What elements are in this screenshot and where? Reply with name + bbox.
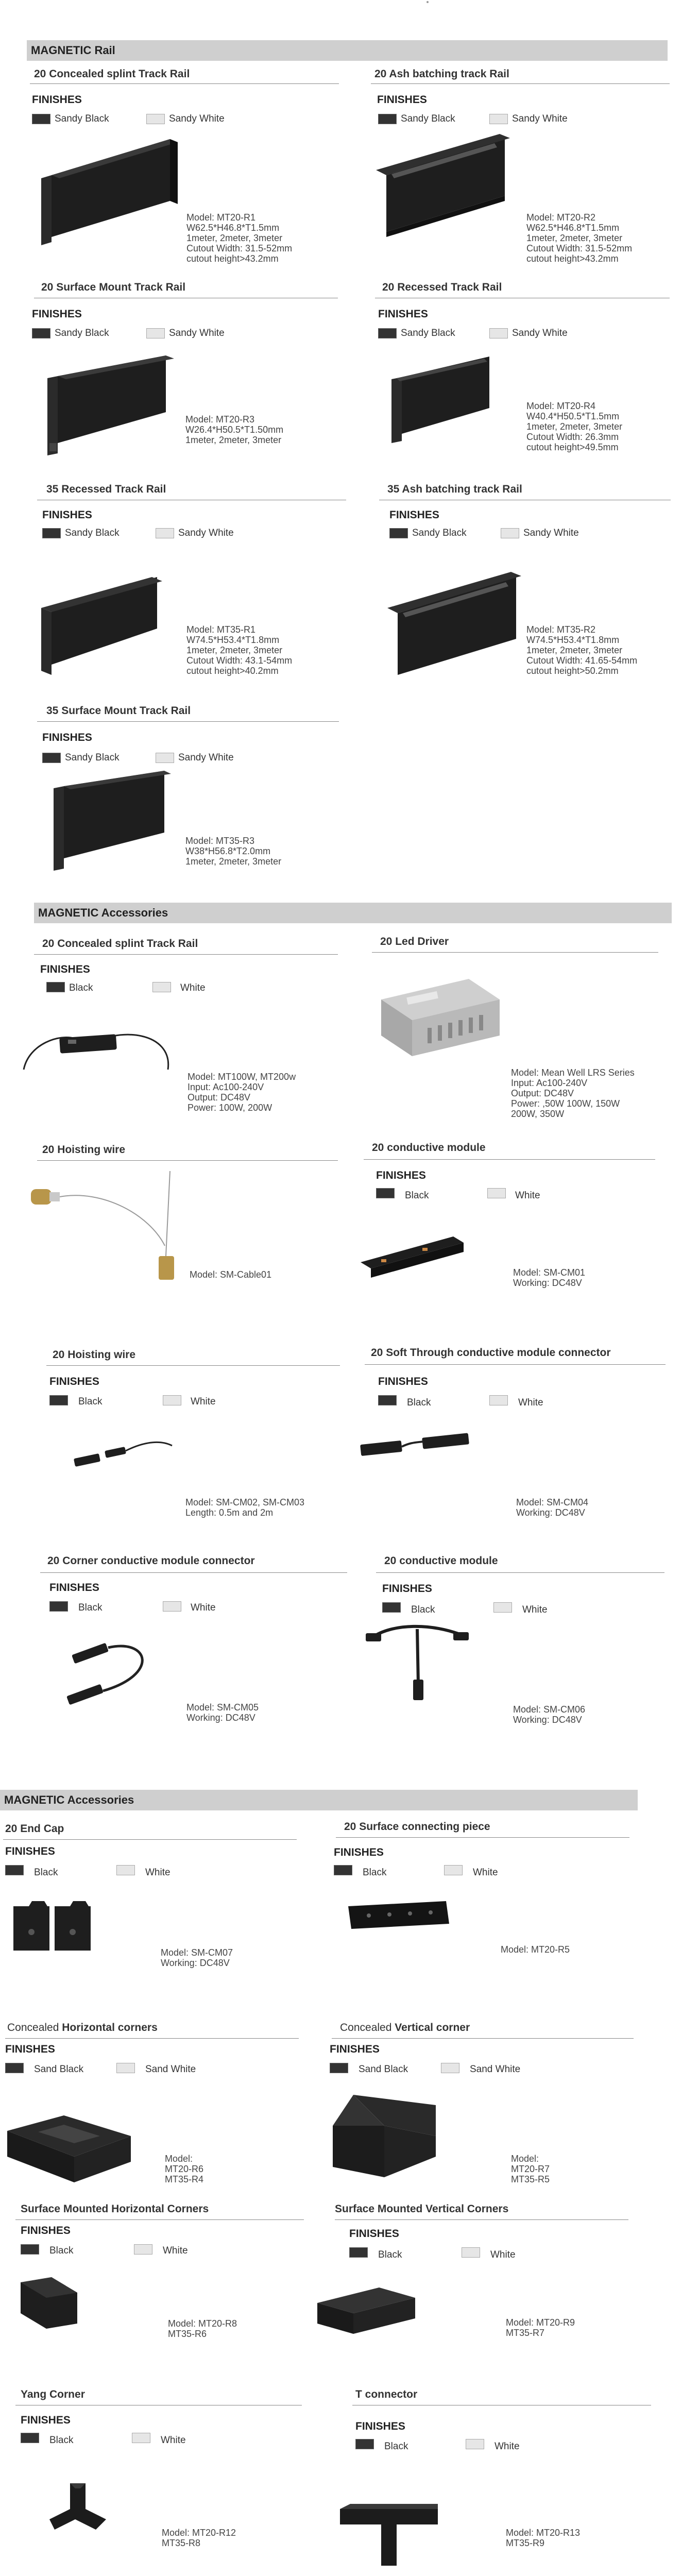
swatch-black[interactable] <box>382 1602 401 1613</box>
product-title: 20 Surface connecting piece <box>344 1821 490 1833</box>
corner-connector-image <box>67 1643 170 1710</box>
swatch-label: Sandy White <box>512 113 568 124</box>
swatch-black[interactable] <box>49 1395 68 1405</box>
swatch-label: Sandy White <box>169 113 225 124</box>
product-title <box>340 2022 470 2034</box>
swatch-label: Black <box>411 1604 435 1615</box>
product-title: 20 Surface Mount Track Rail <box>41 281 186 293</box>
swatch-label: Black <box>49 2245 74 2256</box>
rail-product-image <box>387 572 521 685</box>
product-title: T connector <box>355 2388 418 2400</box>
swatch-label: White <box>163 2245 188 2256</box>
spec-text: Model: MT20-R2 W62.5*H46.8*T1.5mm 1meter, 2meter, 3meter Cutout Width: 31.5-52mm cutout height>43.2mm <box>526 212 633 264</box>
swatch-black[interactable] <box>46 982 65 992</box>
swatch-white[interactable] <box>132 2433 150 2443</box>
swatch-white[interactable] <box>146 114 165 124</box>
spec-text: Model: MT20-R12 MT35-R8 <box>162 2528 236 2548</box>
spec-text: Model: MT20-R9 MT35-R7 <box>506 2317 575 2338</box>
spec-text: Model: MT35-R2 W74.5*H53.4*T1.8mm 1meter, 2meter, 3meter Cutout Width: 41.65-54mm cutout height>50.2mm <box>526 624 638 676</box>
swatch-white[interactable] <box>116 1865 135 1875</box>
swatch-white[interactable] <box>493 1602 512 1613</box>
swatch-label: Sand White <box>470 2064 521 2075</box>
spec-text: Model: MT20-R6 MT35-R4 <box>165 2154 204 2184</box>
spec-text: Model: SM-Cable01 <box>190 1269 272 1280</box>
spec-text: Model: SM-CM05 Working: DC48V <box>186 1702 259 1723</box>
swatch-label: Sandy White <box>169 328 225 338</box>
swatch-label: Sandy Black <box>412 528 467 538</box>
finishes-label: FINISHES <box>21 2414 71 2426</box>
swatch-label: Sand White <box>145 2064 196 2075</box>
swatch-black[interactable] <box>330 2063 348 2073</box>
finishes-label: FINISHES <box>49 1376 99 1387</box>
end-cap-image <box>13 1901 91 1958</box>
product-title: 35 Surface Mount Track Rail <box>46 705 191 717</box>
title-bold: Vertical corner <box>395 2022 470 2033</box>
product-title <box>7 2022 158 2034</box>
product-title: 35 Ash batching track Rail <box>387 483 522 495</box>
swatch-label: White <box>191 1396 216 1407</box>
spec-text: Model: MT20-R8 MT35-R6 <box>168 2318 237 2339</box>
swatch-label: Sandy Black <box>401 113 455 124</box>
divider <box>364 1159 655 1160</box>
swatch-label: White <box>515 1190 540 1201</box>
title-bold: Horizontal corners <box>62 2022 158 2033</box>
vertical-corner-image <box>333 2095 441 2182</box>
finishes-label: FINISHES <box>382 1583 432 1595</box>
swatch-white[interactable] <box>146 328 165 338</box>
swatch-label: Black <box>363 1867 387 1878</box>
swatch-white[interactable] <box>501 528 519 538</box>
swatch-black[interactable] <box>32 328 50 338</box>
product-title: 20 Recessed Track Rail <box>382 281 502 293</box>
swatch-white[interactable] <box>163 1395 181 1405</box>
swatch-label: Black <box>384 2441 408 2452</box>
finishes-label: FINISHES <box>5 2043 55 2055</box>
product-title: 20 Hoisting wire <box>53 1349 136 1361</box>
divider <box>34 954 338 955</box>
t-connector-image <box>340 2499 438 2566</box>
swatch-label: Black <box>34 1867 58 1878</box>
swatch-black[interactable] <box>349 2247 368 2258</box>
swatch-white[interactable] <box>489 328 508 338</box>
swatch-white[interactable] <box>489 114 508 124</box>
swatch-black[interactable] <box>376 1188 395 1198</box>
title-prefix: Concealed <box>7 2022 62 2033</box>
surface-horizontal-corner-image <box>21 2277 77 2329</box>
swatch-label: White <box>495 2441 520 2452</box>
swatch-label: White <box>522 1604 548 1615</box>
swatch-label: Sandy Black <box>65 528 120 538</box>
spec-text: Model: MT35-R1 W74.5*H53.4*T1.8mm 1meter, 2meter, 3meter Cutout Width: 43.1-54mm cutout height>40.2mm <box>186 624 293 676</box>
divider <box>37 1160 338 1161</box>
rail-product-image <box>47 355 176 459</box>
spec-text: Model: MT20-R3 W26.4*H50.5*T1.50mm 1meter, 2meter, 3meter <box>185 414 284 445</box>
swatch-white[interactable] <box>156 753 174 763</box>
swatch-label: White <box>161 2435 186 2446</box>
conductive-module-image <box>361 1236 464 1283</box>
swatch-white[interactable] <box>134 2244 152 2255</box>
swatch-black[interactable] <box>21 2244 39 2255</box>
finishes-label: FINISHES <box>40 963 90 975</box>
spec-text: Model: SM-CM04 Working: DC48V <box>516 1497 589 1518</box>
swatch-white[interactable] <box>152 982 171 992</box>
yang-corner-image <box>49 2483 106 2540</box>
spec-text: Model: SM-CM07 Working: DC48V <box>161 1947 233 1968</box>
finishes-label: FINISHES <box>378 1376 428 1387</box>
product-title: 20 Led Driver <box>380 936 449 947</box>
section-header-rail: MAGNETIC Rail <box>27 40 668 61</box>
finishes-label: FINISHES <box>334 1846 384 1858</box>
spec-text: Model: SM-CM01 Working: DC48V <box>513 1267 586 1288</box>
swatch-black[interactable] <box>21 2433 39 2443</box>
swatch-label: Sand Black <box>34 2064 84 2075</box>
horizontal-corner-image <box>7 2100 131 2188</box>
swatch-black[interactable] <box>355 2439 374 2449</box>
rail-product-image <box>376 134 510 242</box>
swatch-label: White <box>473 1867 498 1878</box>
swatch-label: Black <box>69 982 93 993</box>
product-title: 20 End Cap <box>5 1823 64 1835</box>
divider <box>372 952 658 953</box>
swatch-label: Sandy Black <box>401 328 455 338</box>
hoisting-wire-image <box>74 1435 177 1482</box>
finishes-label: FINISHES <box>32 308 82 320</box>
divider <box>30 83 339 84</box>
swatch-label: Sandy White <box>178 528 234 538</box>
spec-text: Model: MT100W, MT200w Input: Ac100-240V Output: DC48V Power: 100W, 200W <box>187 1072 296 1113</box>
divider <box>46 1365 340 1366</box>
connecting-piece-image <box>348 1901 451 1932</box>
section-header-accessories: MAGNETIC Accessories <box>34 903 672 923</box>
swatch-white[interactable] <box>444 1865 463 1875</box>
product-title: Yang Corner <box>21 2388 85 2400</box>
swatch-label: Black <box>78 1396 103 1407</box>
product-title: 20 Concealed splint Track Rail <box>34 68 190 80</box>
finishes-label: FINISHES <box>355 2420 405 2432</box>
spec-text: Model: MT20-R7 MT35-R5 <box>511 2154 550 2184</box>
product-title: 35 Recessed Track Rail <box>46 483 166 495</box>
finishes-label: FINISHES <box>389 509 439 521</box>
swatch-label: White <box>180 982 206 993</box>
spec-text: Model: MT20-R1 W62.5*H46.8*T1.5mm 1meter, 2meter, 3meter Cutout Width: 31.5-52mm cutout height>43.2mm <box>186 212 293 264</box>
finishes-label: FINISHES <box>21 2225 71 2236</box>
swatch-label: Black <box>378 2249 402 2260</box>
swatch-label: White <box>518 1397 543 1408</box>
swatch-label: Sandy Black <box>55 113 109 124</box>
finishes-label: FINISHES <box>42 732 92 743</box>
swatch-label: Sandy White <box>523 528 579 538</box>
conductive-module-image <box>366 1618 469 1710</box>
swatch-label: Black <box>405 1190 429 1201</box>
swatch-black[interactable] <box>42 753 61 763</box>
product-title: 20 Soft Through conductive module connector <box>371 1347 611 1359</box>
swatch-white[interactable] <box>462 2247 480 2258</box>
swatch-label: Black <box>78 1602 103 1613</box>
swatch-white[interactable] <box>487 1188 506 1198</box>
divider <box>5 2038 299 2039</box>
swatch-label: Sand Black <box>359 2064 408 2075</box>
swatch-black[interactable] <box>378 1395 397 1405</box>
swatch-white[interactable] <box>156 528 174 538</box>
swatch-label: Black <box>49 2435 74 2446</box>
rail-product-image <box>54 771 172 874</box>
swatch-black[interactable] <box>5 1865 24 1875</box>
swatch-white[interactable] <box>489 1395 508 1405</box>
product-title: 20 Hoisting wire <box>42 1144 126 1156</box>
divider <box>376 1572 664 1573</box>
swatch-white[interactable] <box>441 2063 459 2073</box>
divider <box>336 1837 629 1838</box>
page-marker <box>427 1 429 3</box>
title-prefix: Concealed <box>340 2022 395 2033</box>
swatch-white[interactable] <box>116 2063 135 2073</box>
swatch-black[interactable] <box>334 1865 352 1875</box>
finishes-label: FINISHES <box>42 509 92 521</box>
driver-product-image <box>19 1013 173 1090</box>
swatch-label: Black <box>407 1397 431 1408</box>
swatch-label: Sandy Black <box>65 752 120 763</box>
swatch-label: Sandy White <box>512 328 568 338</box>
product-title: 20 conductive module <box>372 1142 486 1154</box>
finishes-label: FINISHES <box>49 1582 99 1594</box>
surface-vertical-corner-image <box>317 2287 415 2339</box>
divider <box>371 83 670 84</box>
rail-product-image <box>41 577 165 680</box>
connector-image <box>361 1427 484 1468</box>
product-title: 20 Corner conductive module connector <box>47 1555 255 1567</box>
section-header-accessories: MAGNETIC Accessories <box>0 1790 638 1810</box>
divider <box>332 2038 634 2039</box>
divider <box>335 2219 628 2220</box>
finishes-label: FINISHES <box>32 94 82 106</box>
spec-text: Model: MT20-R4 W40.4*H50.5*T1.5mm 1meter, 2meter, 3meter Cutout Width: 26.3mm cutout height>49.5mm <box>526 401 623 452</box>
swatch-white[interactable] <box>163 1601 181 1612</box>
divider <box>3 1839 297 1840</box>
finishes-label: FINISHES <box>376 1170 426 1181</box>
swatch-black[interactable] <box>389 528 408 538</box>
swatch-label: White <box>191 1602 216 1613</box>
swatch-label: Sandy White <box>178 752 234 763</box>
swatch-black[interactable] <box>49 1601 68 1612</box>
product-title: Surface Mounted Horizontal Corners <box>21 2203 209 2215</box>
swatch-black[interactable] <box>378 114 397 124</box>
swatch-label: White <box>145 1867 170 1878</box>
product-title: 20 Ash batching track Rail <box>374 68 509 80</box>
swatch-black[interactable] <box>32 114 50 124</box>
rail-product-image <box>391 357 495 444</box>
led-driver-image <box>381 979 500 1061</box>
spec-text: Model: MT20-R5 <box>501 1944 570 1955</box>
product-title: Surface Mounted Vertical Corners <box>335 2203 509 2215</box>
divider <box>40 1572 347 1573</box>
finishes-label: FINISHES <box>330 2043 380 2055</box>
product-title: 20 conductive module <box>384 1555 498 1567</box>
divider <box>15 2219 304 2220</box>
spec-text: Model: MT20-R13 MT35-R9 <box>506 2528 581 2548</box>
rail-product-image <box>41 139 180 247</box>
divider <box>365 1364 666 1365</box>
spec-text: Model: Mean Well LRS Series Input: Ac100-240V Output: DC48V Power: ,50W 100W, 150W 200W, 350W <box>511 1067 635 1119</box>
swatch-white[interactable] <box>466 2439 484 2449</box>
swatch-black[interactable] <box>5 2063 24 2073</box>
swatch-label: White <box>490 2249 516 2260</box>
finishes-label: FINISHES <box>377 94 427 106</box>
spec-text: Model: SM-CM02, SM-CM03 Length: 0.5m and 2m <box>185 1497 305 1518</box>
finishes-label: FINISHES <box>5 1845 55 1857</box>
divider <box>37 721 339 722</box>
swatch-black[interactable] <box>378 328 397 338</box>
swatch-black[interactable] <box>42 528 61 538</box>
finishes-label: FINISHES <box>378 308 428 320</box>
spec-text: Model: SM-CM06 Working: DC48V <box>513 1704 586 1725</box>
swatch-label: Sandy Black <box>55 328 109 338</box>
product-title: 20 Concealed splint Track Rail <box>42 938 198 950</box>
finishes-label: FINISHES <box>349 2228 399 2240</box>
spec-text: Model: MT35-R3 W38*H56.8*T2.0mm 1meter, 2meter, 3meter <box>185 836 282 867</box>
hoisting-wire-image <box>31 1168 185 1292</box>
